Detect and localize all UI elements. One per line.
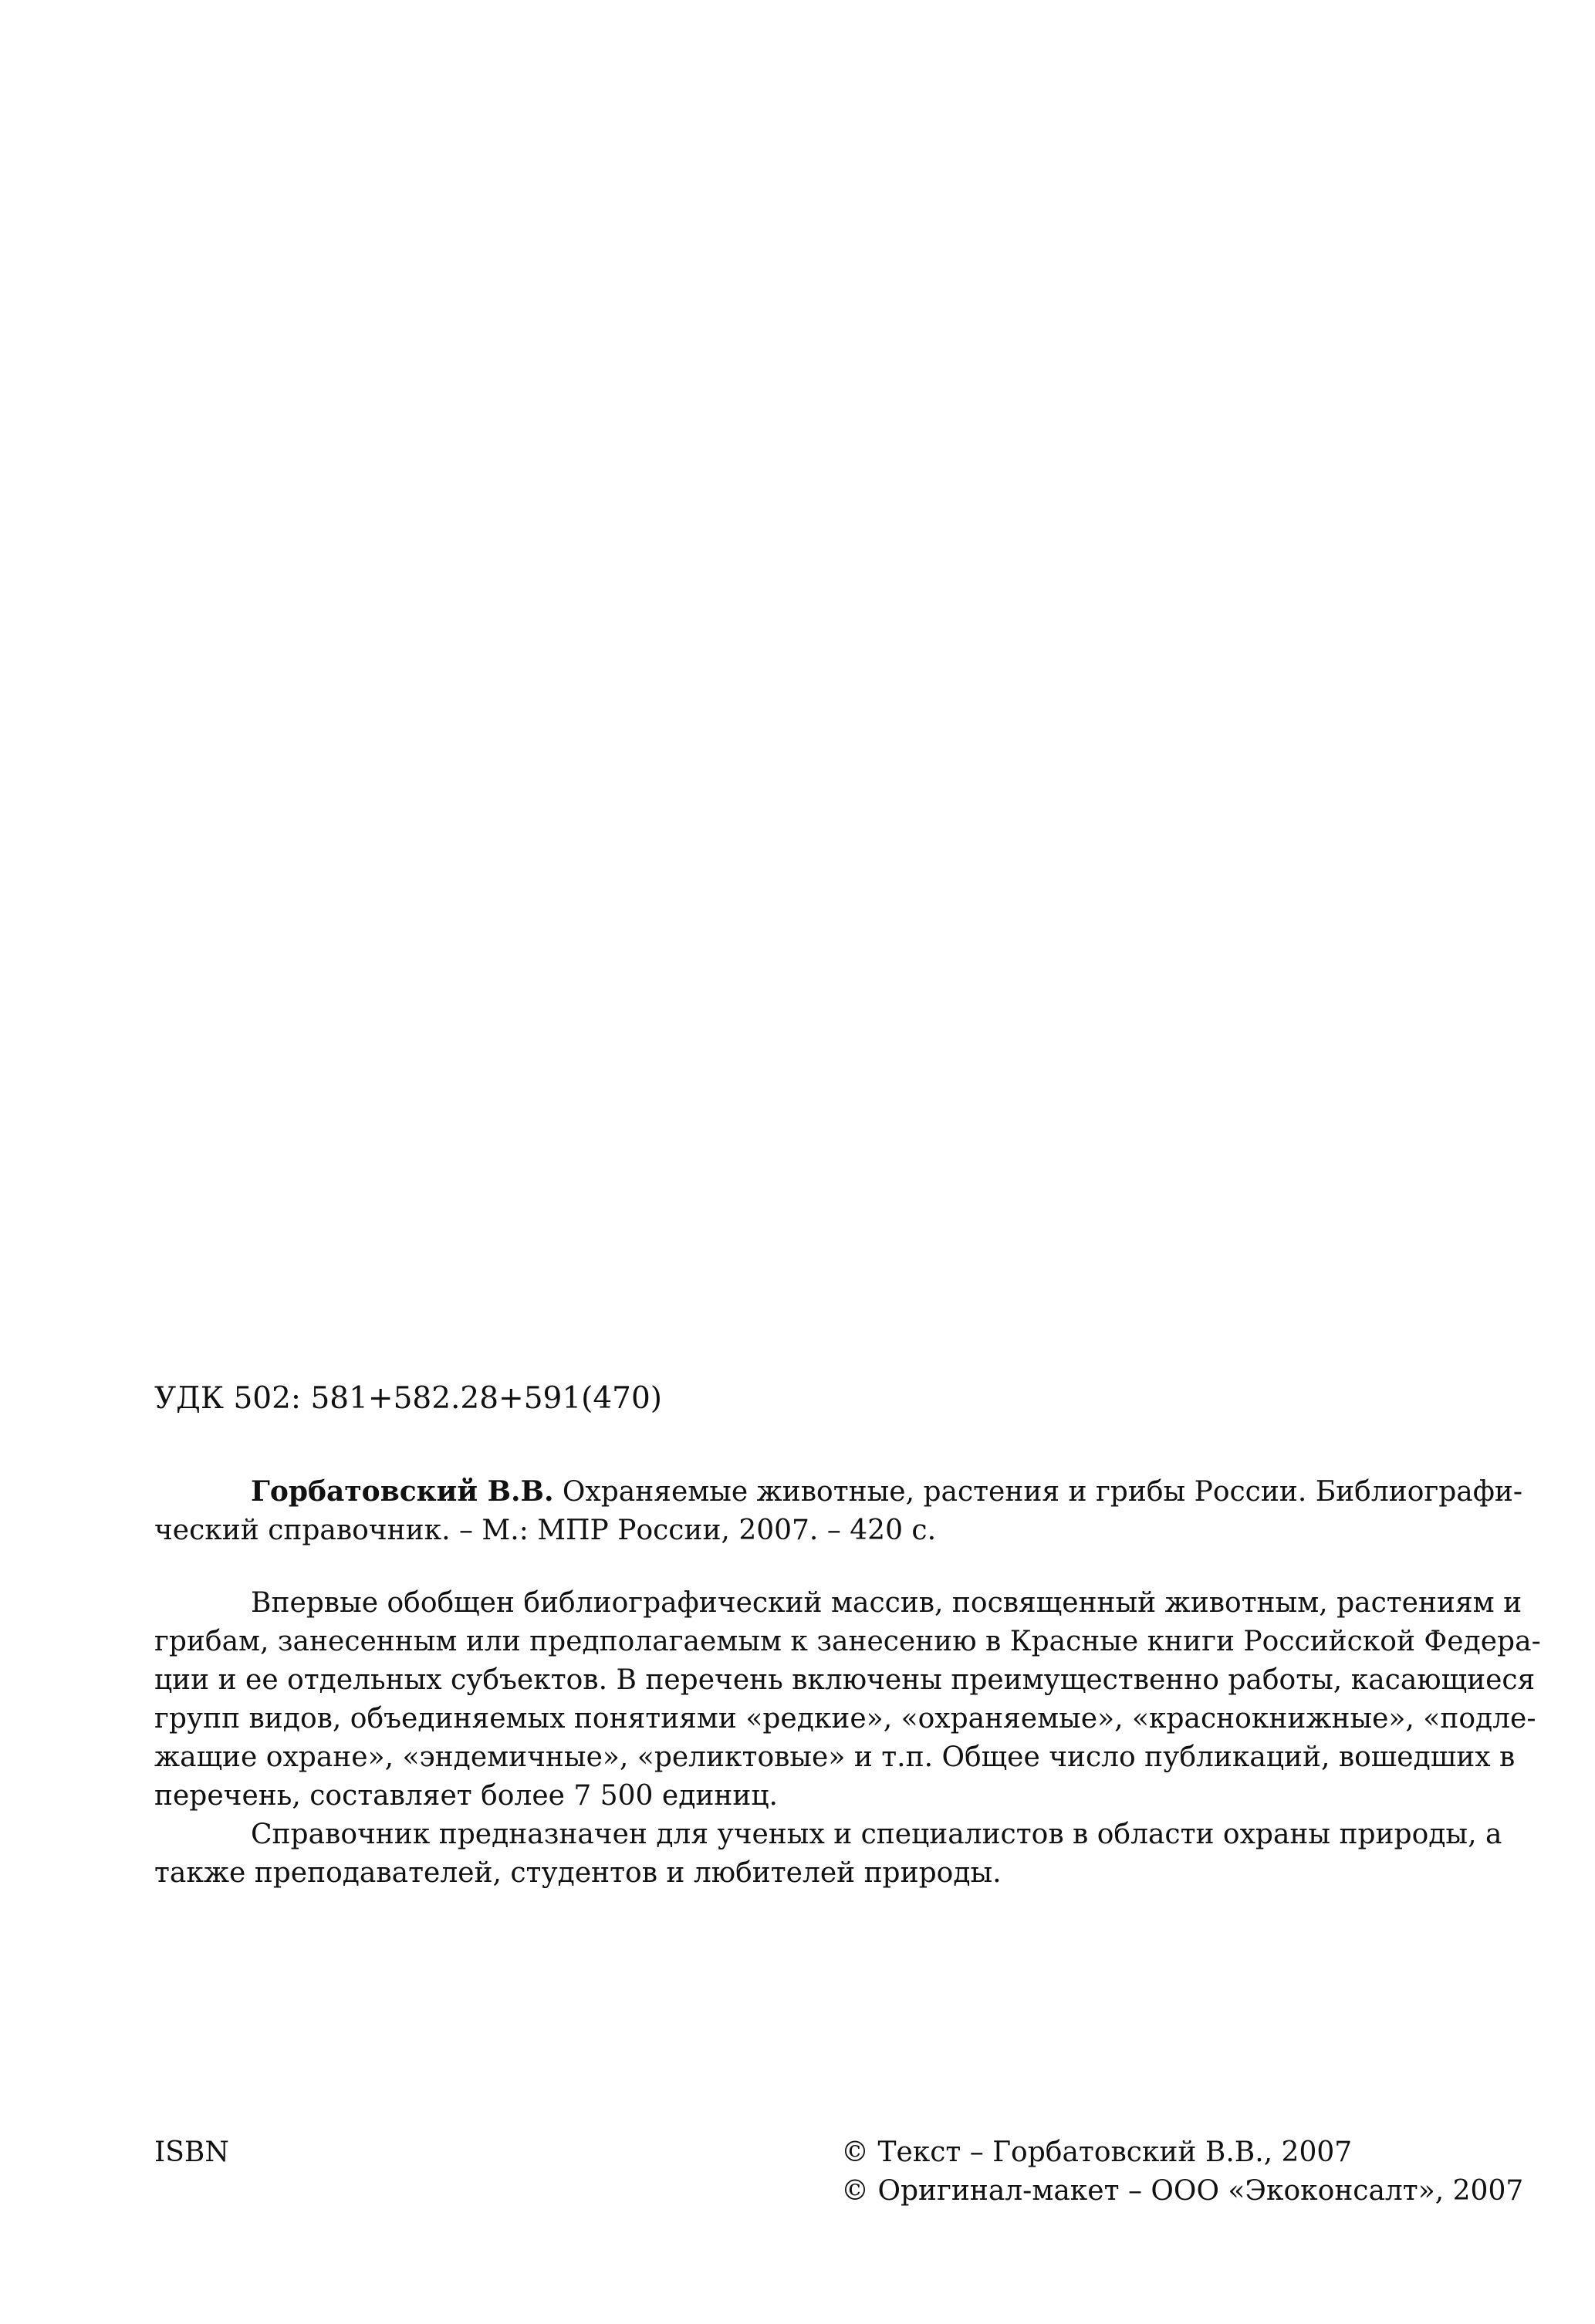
- annotation-line: групп видов, объединяемых понятиями «редкие», «охраняемые», «краснокнижные», «подле-: [154, 1703, 1536, 1735]
- book-title: Охраняемые животные, растения и грибы России. Библиографи-: [553, 1476, 1523, 1508]
- bibliographic-line-2: ческий справочник. – М.: МПР России, 2007. – 420 с.: [154, 1515, 937, 1546]
- annotation-line: Впервые обобщен библиографический массив, посвященный животным, растениям и: [251, 1587, 1522, 1619]
- udk-code: УДК 502: 581+582.28+591(470): [154, 1381, 663, 1416]
- annotation-line: жащие охране», «эндемичные», «реликтовые» и т.п. Общее число публикаций, вошедших в: [154, 1741, 1516, 1773]
- annotation-paragraph-2: [154, 1816, 1502, 1893]
- annotation: [154, 1584, 1541, 1893]
- annotation-paragraph-1: [154, 1584, 1541, 1816]
- copyright-text: © Текст – Горбатовский В.В., 2007: [841, 2137, 1353, 2168]
- annotation-line: ции и ее отдельных субъектов. В перечень включены преимущественно работы, касающиеся: [154, 1664, 1536, 1696]
- copyright-layout: © Оригинал-макет – ООО «Экоконсалт», 2007: [841, 2175, 1524, 2207]
- annotation-line: грибам, занесенным или предполагаемым к занесению в Красные книги Российской Федера-: [154, 1626, 1541, 1657]
- annotation-line: также преподавателей, студентов и любителей природы.: [154, 1857, 1002, 1889]
- bibliographic-record: [154, 1472, 1523, 1550]
- bibliographic-line-1: [154, 1472, 1523, 1512]
- isbn-label: ISBN: [154, 2137, 229, 2168]
- copyright-notices: [841, 2133, 1523, 2211]
- annotation-line: Справочник предназначен для ученых и специалистов в области охраны природы, а: [251, 1819, 1502, 1850]
- author-name: Горбатовский В.В.: [251, 1475, 554, 1508]
- annotation-line: перечень, составляет более 7 500 единиц.: [154, 1780, 778, 1812]
